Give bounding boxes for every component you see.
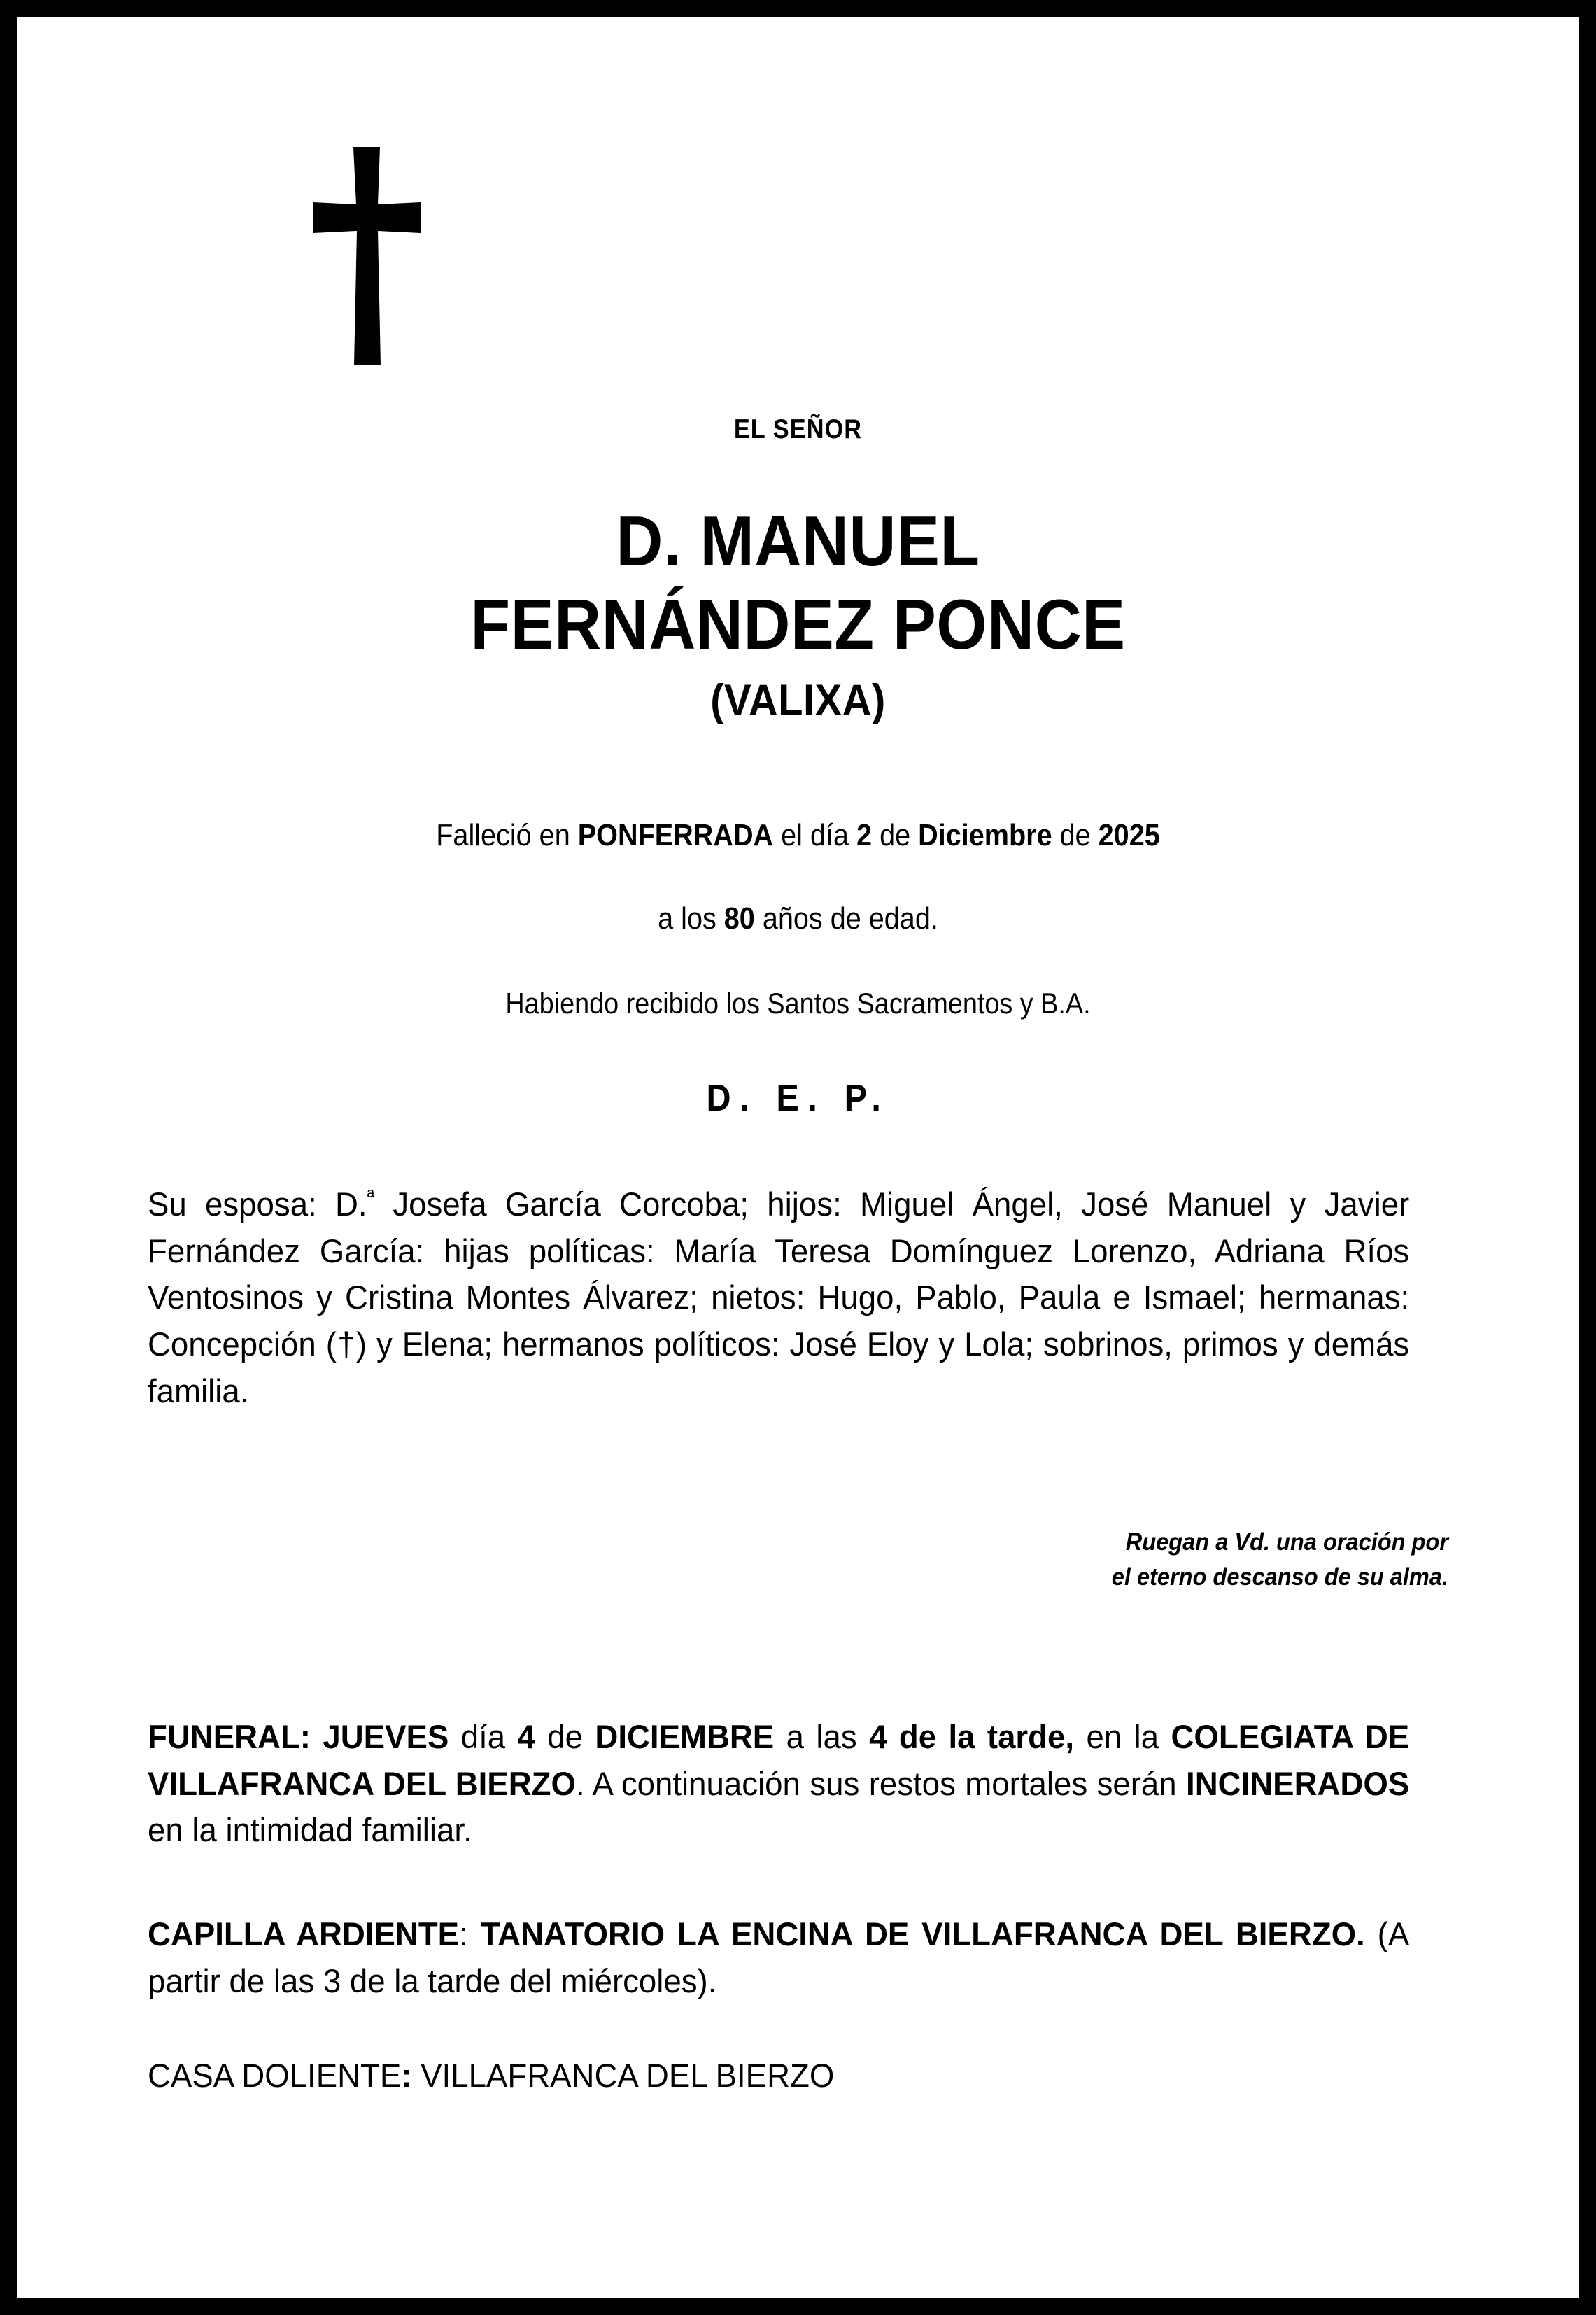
mourning-house-place: VILLAFRANCA DEL BIERZO [411,2057,835,2094]
spouse-name: Josefa García Corcoba; [374,1185,768,1223]
children-label: hijos: [767,1185,861,1223]
mourning-house-details [148,2053,1409,2099]
age-suffix: años de edad. [754,901,938,936]
surviving-family-paragraph [148,1181,1409,1415]
age-years: 80 [723,901,755,936]
siblings-in-law-label: hermanos políticos: [502,1325,790,1363]
sacraments-statement: Habiendo recibido los Santos Sacramentos y B.A. [505,987,1091,1020]
chapel-label: CAPILLA ARDIENTE [148,1915,460,1952]
mourning-house-colon: : [401,2057,412,2094]
grandchildren-names: Hugo, Pablo, Paula e Ismael; [817,1279,1259,1316]
prayer-request [980,1525,1448,1594]
sisters-names: Concepción (†) y Elena; [148,1325,502,1363]
death-mid: el día [773,818,857,852]
age-statement [96,901,1501,936]
funeral-weekday: JUEVES [323,1718,449,1755]
notice-sheet [17,17,1579,2298]
funeral-dia-word: día [449,1718,518,1755]
prayer-line-1: Ruegan a Vd. una oración por [1125,1528,1448,1556]
funeral-time: 4 de la tarde, [869,1718,1075,1755]
death-statement [96,818,1501,853]
honorific-label: EL SEÑOR [733,414,863,444]
deceased-name-line-2: FERNÁNDEZ PONCE [470,586,1126,665]
age-prefix: a los [658,901,724,936]
deceased-alias: (VALIXA) [710,676,886,726]
grandchildren-label: nietos: [711,1279,818,1316]
latin-cross-icon [296,140,422,371]
death-place: PONFERRADA [577,818,774,852]
deceased-name-line-1: D. MANUEL [616,502,980,581]
dep-abbreviation: D. E. P. [706,1077,890,1119]
children-names: Miguel Ángel, José Manuel y Javier Fernández García: [148,1185,1410,1269]
funeral-a-las: a las [774,1718,870,1755]
funeral-day: 4 [517,1718,535,1755]
chapel-place: TANATORIO LA ENCINA DE VILLAFRANCA DEL BIERZO. [480,1915,1365,1952]
funeral-cremation: INCINERADOS [1186,1764,1410,1802]
other-relatives: sobrinos, primos y demás familia. [148,1325,1410,1409]
funeral-after-2: en la intimidad familiar. [148,1811,472,1849]
funeral-after-1: . A continuación sus restos mortales serán [575,1764,1187,1802]
funeral-details [148,1714,1409,1854]
death-year: 2025 [1098,818,1160,852]
spouse-label: Su esposa: [148,1185,336,1223]
chapel-colon: : [459,1915,481,1952]
spouse-ordinal-mark: ª [367,1186,375,1209]
siblings-in-law-names: José Eloy y Lola; [789,1325,1043,1363]
chapel-note: (A partir de las 3 de la tarde del miércoles). [148,1915,1410,1999]
death-month: Diciembre [918,818,1052,852]
funeral-place: COLEGIATA DE VILLAFRANCA DEL BIERZO [148,1718,1410,1802]
funeral-de: de [535,1718,595,1755]
chapel-of-rest-details [148,1911,1409,2004]
daughters-in-law-names: María Teresa Domínguez Lorenzo, Adriana Ríos Ventosinos y Cristina Montes Álvarez; [148,1232,1410,1316]
deceased-name-block [17,500,1579,731]
funeral-en-la: en la [1074,1718,1171,1755]
death-day: 2 [856,818,873,852]
death-de-1: de [872,818,919,852]
daughters-in-law-label: hijas políticas: [444,1232,675,1269]
funeral-month: DICIEMBRE [595,1718,775,1755]
spouse-title: D. [335,1185,367,1223]
prayer-line-2: el eterno descanso de su alma. [1111,1563,1448,1591]
sisters-label: hermanas: [1258,1279,1410,1316]
death-de-2: de [1052,818,1099,852]
death-prefix: Falleció en [436,818,578,852]
mourning-house-label: CASA DOLIENTE [148,2057,402,2094]
funeral-label: FUNERAL: [148,1718,323,1755]
